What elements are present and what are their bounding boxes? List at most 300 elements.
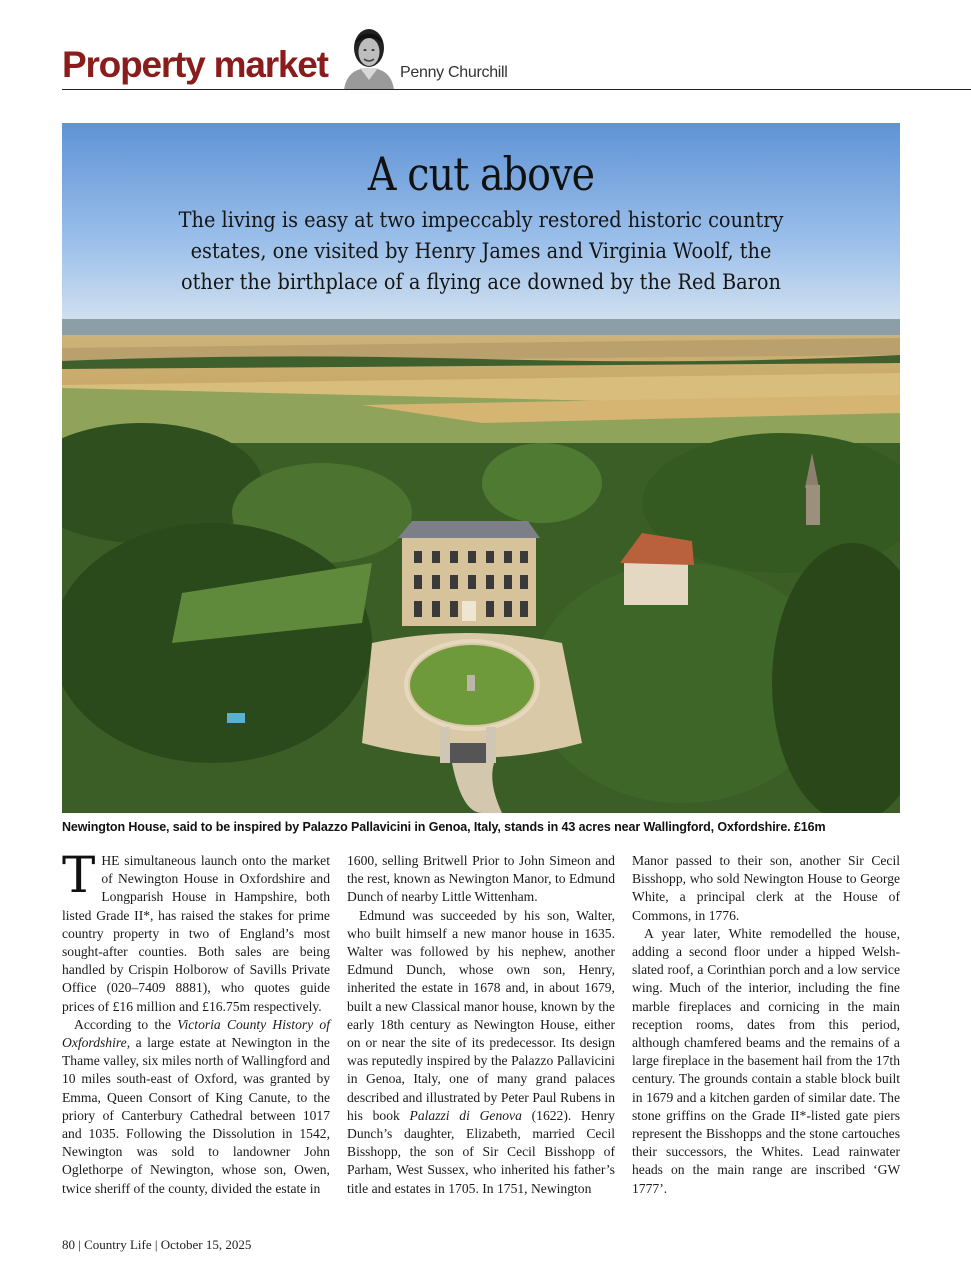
paragraph-text: the <box>839 925 857 941</box>
paragraph-text <box>840 853 847 868</box>
paragraph-text: in <box>281 1126 293 1142</box>
paragraph-text: Longparish <box>101 889 164 905</box>
paragraph-text <box>663 1162 671 1177</box>
paragraph-text <box>289 944 300 959</box>
paragraph-text <box>358 1071 366 1086</box>
paragraph-text: the <box>154 1016 171 1032</box>
paragraph-text: stakes <box>239 907 273 923</box>
paragraph-text: grounds <box>703 1071 748 1087</box>
paragraph-text: date. <box>849 1089 876 1105</box>
paragraph-text: Paul <box>532 1089 557 1105</box>
paragraph-text: inspired <box>426 1053 471 1069</box>
paragraph-text <box>256 1162 264 1177</box>
paragraph-text <box>668 853 675 868</box>
paragraph-text: service <box>861 962 900 978</box>
article-paragraph <box>347 907 615 1198</box>
article-paragraph <box>632 852 900 925</box>
paragraph-text: 1678 <box>473 980 501 996</box>
paragraph-text: to <box>296 1089 308 1105</box>
paragraph-text: second <box>689 944 727 960</box>
paragraph-text: counties. <box>138 944 188 960</box>
paragraph-text <box>295 1108 302 1123</box>
paragraph-text: and <box>371 1180 392 1196</box>
paragraph-text: Henry <box>581 1107 615 1123</box>
paragraph-text: the <box>188 1126 206 1142</box>
paragraph-text: the <box>347 871 364 887</box>
paragraph-text: II*, <box>134 907 154 923</box>
paragraph-text: Little <box>441 889 472 905</box>
paragraph-text: Walter <box>347 944 383 960</box>
paragraph-text: garden <box>752 1089 790 1105</box>
paragraph-text <box>731 999 740 1014</box>
article-paragraph <box>632 925 900 1198</box>
paragraph-text: and <box>785 1035 805 1051</box>
paragraph-text: his <box>524 907 540 923</box>
paragraph-text: Britwell <box>422 853 468 868</box>
photo-caption: Newington House, said to be inspired by Palazzo Pallavicini in Genoa, Italy, stands in 43 acres near Wallingford, Oxfordshire. £16m <box>62 820 826 834</box>
paragraph-text <box>727 944 734 959</box>
paragraph-text <box>179 926 189 941</box>
paragraph-text: successors, <box>666 1144 727 1160</box>
paragraph-text: Elizabeth, <box>466 1126 521 1142</box>
paragraph-text: in <box>309 1180 321 1196</box>
paragraph-text: Peter <box>500 1089 529 1105</box>
paragraph-text: 1017 <box>302 1107 330 1123</box>
paragraph-text <box>682 944 689 959</box>
paragraph-text <box>522 1108 532 1123</box>
paragraph-text: HE <box>101 853 120 868</box>
paragraph-text <box>840 1144 849 1159</box>
paragraph-text <box>489 1071 497 1086</box>
paragraph-text: century. <box>632 1071 676 1087</box>
paragraph-text: main <box>717 1162 745 1178</box>
paragraph-text <box>441 1071 449 1086</box>
paragraph-text <box>514 944 522 959</box>
paragraph-text: fine <box>878 980 900 996</box>
paragraph-text <box>762 926 770 941</box>
paragraph-text: estate <box>179 1035 211 1051</box>
paragraph-text: Bisshopp <box>544 1144 595 1160</box>
paragraph-text: reception <box>632 1016 683 1032</box>
paragraph-text: under <box>767 944 799 960</box>
paragraph-text: of <box>226 1053 239 1069</box>
paragraph-text: of <box>197 1089 210 1105</box>
book-title: Victoria <box>177 1016 221 1032</box>
paragraph-text: Bisshopp, <box>632 871 687 887</box>
paragraph-text <box>454 1126 466 1141</box>
page-header <box>62 18 971 90</box>
paragraph-text: the <box>255 1180 272 1196</box>
paragraph-text: son, <box>264 1162 287 1178</box>
paragraph-text: 1679, <box>584 980 615 996</box>
paragraph-text <box>709 1162 717 1177</box>
paragraph-text <box>297 889 306 904</box>
paragraph-text: inherited <box>500 1162 550 1178</box>
paragraph-text: known <box>393 871 431 887</box>
paragraph-text: Prior <box>472 853 500 868</box>
paragraph-text: Queen <box>107 1089 143 1105</box>
paragraph-text <box>290 1144 304 1159</box>
paragraph-text: granted <box>269 1071 311 1087</box>
paragraph-text: The <box>878 1089 900 1105</box>
paragraph-text <box>412 944 420 959</box>
paragraph-text: raised <box>181 907 214 923</box>
paragraph-text: title <box>347 1180 369 1196</box>
paragraph-text: built <box>347 998 372 1014</box>
paragraph-text: county, <box>168 1180 208 1196</box>
paragraph-text: by <box>503 907 518 923</box>
paragraph-text <box>775 1017 789 1032</box>
paragraph-text: was <box>243 1071 265 1087</box>
paragraph-text: his <box>347 1107 363 1123</box>
paragraph-text: Dissolution <box>212 1126 276 1142</box>
paragraph-text: miles <box>81 1071 111 1087</box>
paragraph-text: sheriff <box>94 1180 131 1196</box>
paragraph-text: launch <box>200 853 238 868</box>
paragraph-text <box>783 889 794 904</box>
paragraph-text: the <box>855 980 873 996</box>
paragraph-text: marble <box>632 998 670 1014</box>
paragraph-text: on <box>711 1107 725 1123</box>
paragraph-text: Edmund <box>347 962 394 978</box>
paragraph-text: Newington <box>117 871 179 887</box>
paragraph-text: sought-after <box>62 944 128 960</box>
paragraph-text: the <box>409 1144 427 1160</box>
paragraph-text: Office <box>62 980 97 996</box>
paragraph-text <box>230 926 240 941</box>
paragraph-text <box>762 853 769 868</box>
paragraph-text: contain <box>751 1071 792 1087</box>
paragraph-text: of <box>888 889 900 905</box>
article-column-1 <box>62 846 331 1198</box>
paragraph-text: manor <box>491 925 527 941</box>
paragraph-text <box>401 1144 410 1159</box>
paragraph-text <box>685 1162 693 1177</box>
paragraph-text: stone <box>809 1126 839 1142</box>
paragraph-text: piers <box>873 1107 901 1123</box>
paragraph-text: and <box>739 998 760 1014</box>
paragraph-text: £16.75m <box>202 998 251 1014</box>
paragraph-text: remodelled <box>770 925 832 941</box>
paragraph-text: whose <box>221 1162 257 1178</box>
paragraph-text: in <box>713 1053 724 1069</box>
paragraph-text: remains <box>830 1035 874 1051</box>
paragraph-text <box>383 944 391 959</box>
paragraph-text: later, <box>693 925 721 941</box>
book-title: County <box>226 1016 267 1032</box>
paragraph-text: of <box>603 1144 615 1160</box>
paragraph-text: the <box>725 980 742 996</box>
paragraph-text: son, <box>543 962 566 978</box>
paragraph-text: and <box>62 1126 82 1142</box>
paragraph-text: 1776. <box>708 907 740 923</box>
paragraph-text: the <box>815 889 832 905</box>
article-column-2 <box>347 852 615 1198</box>
paragraph-text: adding <box>632 944 669 960</box>
paragraph-text: Newington <box>743 871 804 887</box>
paragraph-text: and <box>676 1089 697 1105</box>
paragraph-text: palaces <box>574 1071 615 1087</box>
paragraph-text <box>207 889 216 904</box>
paragraph-text: this <box>828 1016 849 1032</box>
paragraph-text: Newington <box>448 871 510 887</box>
paragraph-text: According <box>74 1016 132 1032</box>
paragraph-text: heads <box>632 1162 663 1178</box>
paragraph-text: by <box>316 1071 331 1087</box>
paragraph-text: landowner <box>232 1144 291 1160</box>
paragraph-text: dates <box>747 1016 776 1032</box>
paragraph-text: Its <box>561 1035 575 1051</box>
paragraph-text: century <box>410 1016 451 1032</box>
article-column-3 <box>632 852 900 1198</box>
paragraph-text: priory <box>62 1107 96 1123</box>
page-footer: 80 | Country Life | October 15, 2025 <box>62 1237 252 1252</box>
paragraph-text <box>734 1017 748 1032</box>
paragraph-text <box>669 944 676 959</box>
paragraph-text: the <box>855 1053 873 1069</box>
paragraph-text: of <box>130 1162 143 1178</box>
paragraph-text <box>95 1108 102 1123</box>
paragraph-text: year <box>661 925 685 941</box>
paragraph-text <box>494 962 507 977</box>
paragraph-text: from <box>788 1016 816 1032</box>
paragraph-text: succeeded <box>440 907 497 923</box>
paragraph-text: by <box>109 962 124 978</box>
paragraph-text: of <box>133 1180 145 1196</box>
paragraph-text: Lead <box>812 1144 840 1160</box>
hero-photo <box>62 123 900 813</box>
paragraph-text: in <box>533 980 545 996</box>
paragraph-text: of <box>218 925 231 941</box>
paragraph-text <box>783 1162 791 1177</box>
paragraph-text <box>848 1017 862 1032</box>
paragraph-text: was <box>390 944 412 960</box>
paragraph-text: range <box>752 1162 783 1178</box>
paragraph-text: Emma, <box>62 1089 101 1105</box>
paragraph-text <box>727 1144 736 1159</box>
paragraph-text: between <box>250 1107 296 1123</box>
paragraph-text: Bisshopp, <box>347 1144 402 1160</box>
paragraph-text: the <box>685 1126 703 1142</box>
paragraph-text: Walter, <box>576 907 616 923</box>
paragraph-text: Parham, <box>347 1162 392 1178</box>
paragraph-text: for <box>277 907 294 923</box>
paragraph-text <box>839 999 848 1014</box>
paragraph-text: are <box>272 944 289 960</box>
paragraph-text: prime <box>298 907 330 923</box>
paragraph-text: The <box>678 1071 701 1087</box>
paragraph-text: basement <box>747 1053 799 1069</box>
paragraph-text: was <box>347 1053 369 1069</box>
paragraph-text: West <box>396 1162 423 1178</box>
paragraph-text <box>864 999 873 1014</box>
paragraph-text: the <box>735 1144 753 1160</box>
paragraph-text: listed <box>62 907 92 923</box>
book-title: Genova <box>479 1107 522 1123</box>
paragraph-text: sales <box>235 944 262 960</box>
paragraph-text: the <box>313 1089 331 1105</box>
paragraph-text: one <box>449 1071 469 1087</box>
paragraph-text: 17th <box>875 1053 900 1069</box>
paragraph-text: Cecil <box>586 1126 616 1142</box>
paragraph-text: site <box>431 1035 451 1051</box>
paragraph-text <box>815 1017 829 1032</box>
paragraph-text: followed <box>419 944 469 960</box>
paragraph-text: near <box>381 1035 406 1051</box>
paragraph-text: stone <box>632 1107 661 1123</box>
paragraph-text: who <box>220 980 245 996</box>
paragraph-text: at <box>216 1035 226 1051</box>
paragraph-text <box>159 926 169 941</box>
paragraph-text: estate <box>275 1180 307 1196</box>
paragraph-text: the <box>490 1053 508 1069</box>
paragraph-text: inscribed <box>815 1162 866 1178</box>
paragraph-text: by <box>473 1053 488 1069</box>
paragraph-text: described <box>347 1089 400 1105</box>
paragraph-text: King <box>215 1089 243 1105</box>
paragraph-text: in <box>632 1089 643 1105</box>
paragraph-text: Sir <box>847 853 864 868</box>
book-title <box>450 1108 460 1123</box>
paragraph-text: Canute, <box>248 1089 291 1105</box>
paragraph-text: of <box>233 962 245 978</box>
paragraph-text: and <box>179 998 199 1014</box>
paragraph-text: England’s <box>239 925 294 941</box>
section-title: Property market <box>62 44 328 85</box>
paragraph-text: nearby <box>401 889 439 905</box>
paragraph-text <box>123 1162 131 1177</box>
paragraph-text: by <box>476 944 490 960</box>
paragraph-text: House <box>183 871 219 887</box>
paragraph-text: Newington, <box>149 1162 214 1178</box>
paragraph-text: son, <box>769 853 793 868</box>
paragraph-text: 1751, <box>496 1180 528 1196</box>
paragraph-text: Newington <box>62 1144 123 1160</box>
paragraph-text <box>211 980 221 995</box>
paragraph-text: chamfered <box>684 1035 742 1051</box>
paragraph-text: and <box>765 1126 786 1142</box>
paragraph-text: to <box>554 871 566 887</box>
paragraph-text: son <box>434 1144 454 1160</box>
paragraph-text: Bisshopps <box>705 1126 762 1142</box>
drop-cap: T <box>62 846 96 904</box>
paragraph-text: House <box>171 889 207 905</box>
paragraph-text: to <box>503 853 515 868</box>
paragraph-text <box>745 889 756 904</box>
paragraph-text <box>393 962 406 977</box>
paragraph-text: John <box>304 1144 330 1160</box>
paragraph-text: the <box>148 1180 165 1196</box>
paragraph-text: many <box>496 1071 528 1087</box>
paragraph-text: a <box>699 1089 706 1105</box>
paragraph-text: the <box>313 1035 330 1051</box>
paragraph-text: Manor <box>632 853 669 868</box>
paragraph-text: the <box>410 1035 427 1051</box>
paragraph-text: Newington <box>530 1180 592 1196</box>
paragraph-text: Dunch’s <box>347 1126 393 1142</box>
paragraph-text: beams <box>745 1035 781 1051</box>
paragraph-text: or <box>365 1035 377 1051</box>
paragraph-text <box>286 1162 294 1177</box>
paragraph-text: similar <box>808 1089 847 1105</box>
paragraph-text: a <box>375 998 382 1014</box>
paragraph-text: Italy, <box>413 1071 441 1087</box>
paragraph-text: Corinthian <box>707 962 766 978</box>
paragraph-text: handled <box>62 962 106 978</box>
paragraph-text: 1035. <box>88 1126 120 1142</box>
paragraph-text: respectively. <box>253 998 322 1014</box>
paragraph-text: hail <box>802 1053 823 1069</box>
paragraph-text: daughter, <box>403 1126 455 1142</box>
paragraph-text: known <box>540 998 578 1014</box>
paragraph-text: sold <box>716 871 740 887</box>
paragraph-text <box>426 1144 435 1159</box>
paragraph-text: manor <box>463 998 499 1014</box>
paragraph-text: gate <box>845 1107 869 1123</box>
standfirst: The living is easy at two impeccably restored historic country estates, one visited by Henry James and Virginia Woolf, the other the birthplace of a flying ace downed by the Red Baron <box>178 208 784 294</box>
paragraph-text: son, <box>547 907 570 923</box>
paragraph-text <box>194 1144 208 1159</box>
paragraph-text: guide <box>299 980 331 996</box>
paragraph-text: cartouches <box>841 1126 901 1142</box>
paragraph-text: two <box>188 925 210 941</box>
paragraph-text: Wittenham. <box>474 889 538 905</box>
paragraph-text: of <box>101 871 113 887</box>
paragraph-text: ‘GW <box>873 1162 901 1178</box>
paragraph-text: the <box>598 998 615 1014</box>
paragraph-text: twice <box>62 1180 92 1196</box>
paragraph-text: of <box>455 1035 467 1051</box>
paragraph-text: about <box>549 980 580 996</box>
paragraph-text: selling <box>382 853 419 868</box>
paragraph-text: who <box>472 1162 497 1178</box>
paragraph-text <box>275 1126 282 1141</box>
paragraph-text: although <box>632 1035 680 1051</box>
paragraph-text: to <box>719 853 731 868</box>
paragraph-text <box>96 980 106 995</box>
paragraph-text: whose <box>458 962 494 978</box>
paragraph-text <box>226 889 235 904</box>
paragraph-text: built <box>875 1071 901 1087</box>
paragraph-text: Sir <box>482 1144 499 1160</box>
paragraph-text <box>187 944 198 959</box>
paragraph-text: and <box>803 962 824 978</box>
paragraph-text <box>856 926 864 941</box>
paragraph-text: in <box>694 907 706 923</box>
book-title: Palazzi <box>409 1107 450 1123</box>
paragraph-text: Oglethorpe <box>62 1162 124 1178</box>
paragraph-text <box>878 889 889 904</box>
paragraph-text: a <box>805 944 812 960</box>
paragraph-text: his <box>497 944 514 960</box>
paragraph-text: White <box>728 925 762 941</box>
paragraph-text: Wallingford <box>241 1053 307 1069</box>
paragraph-text: in <box>434 1180 445 1196</box>
paragraph-text: Oxford, <box>194 1071 238 1087</box>
paragraph-text: Dunch <box>347 889 384 905</box>
paragraph-text: of <box>386 889 398 905</box>
paragraph-text: including <box>797 980 850 996</box>
paragraph-text <box>567 1071 575 1086</box>
paragraph-text: grand <box>535 1071 567 1087</box>
paragraph-text: Newington <box>231 1035 292 1051</box>
paragraph-text: himself <box>405 925 447 941</box>
paragraph-text: of <box>878 1035 890 1051</box>
paragraph-text: wing. <box>632 980 663 996</box>
paragraph-text <box>521 1126 533 1141</box>
paragraph-text <box>683 1017 697 1032</box>
paragraph-text: a <box>679 889 686 905</box>
